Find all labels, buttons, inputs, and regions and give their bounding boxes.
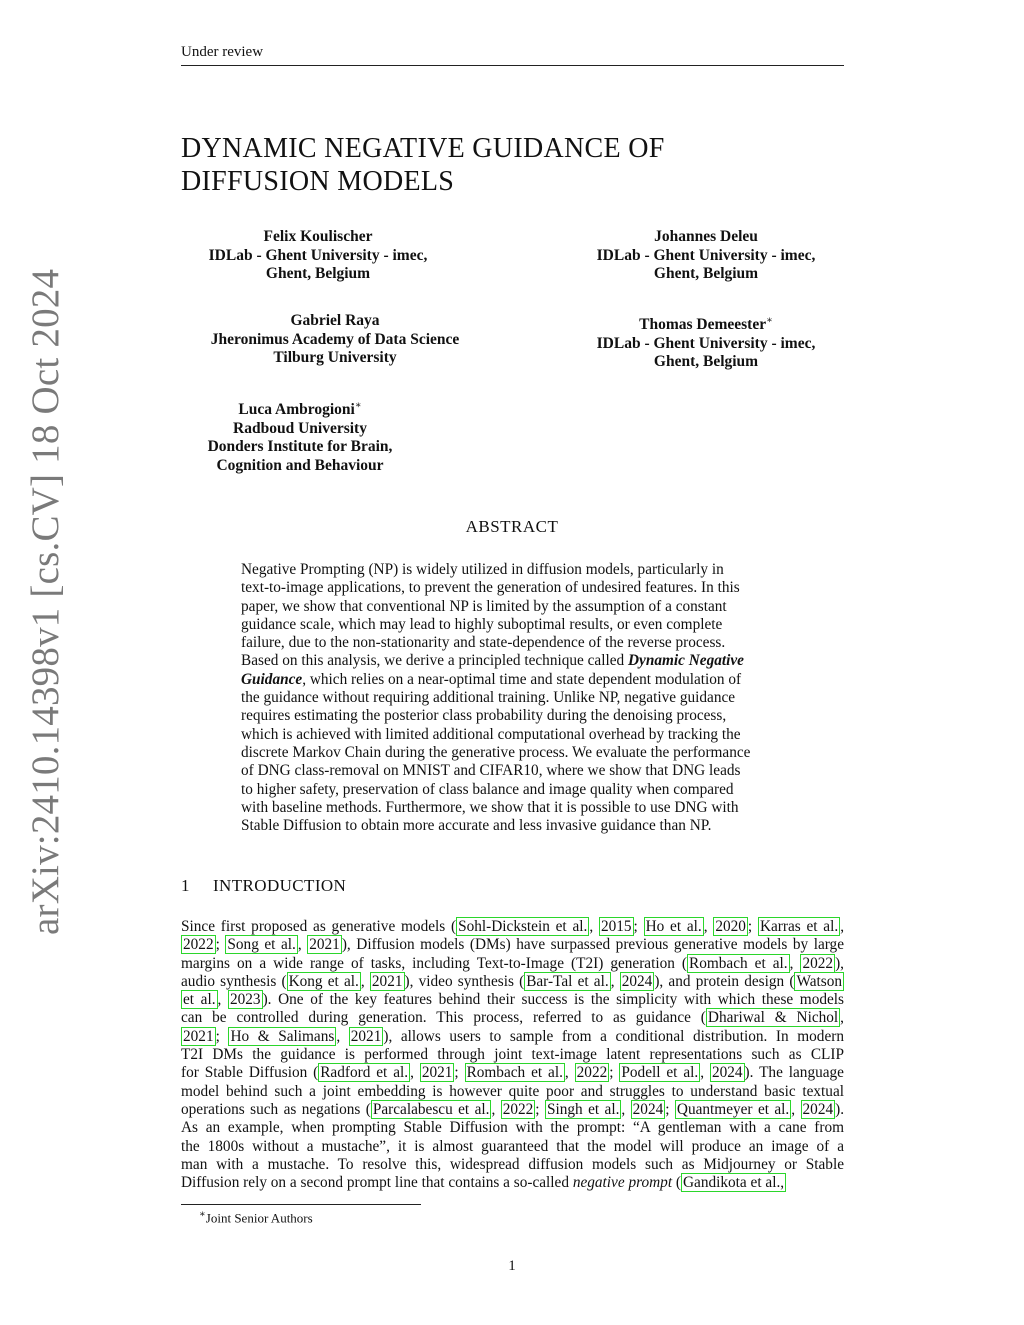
abstract-line: paper, we show that conventional NP is limited by the assumption of a constant	[241, 597, 727, 615]
citation-link[interactable]: Gandikota et al.,	[683, 1174, 785, 1192]
body-line: the 1800s without a mustache”, it is almost guaranteed that the model will produce an image of a	[181, 1137, 844, 1155]
citation-link[interactable]: Singh et al.	[546, 1100, 620, 1118]
abstract-line: which is achieved with limited additional computational overhead by tracking the	[241, 725, 741, 743]
citation-link[interactable]: Parcalabescu et al.	[372, 1100, 490, 1118]
author-block-2	[578, 228, 834, 284]
author-name: Felix Koulischer	[263, 228, 373, 245]
footnote	[199, 1209, 313, 1226]
body-line: T2I DMs the guidance is performed through joint text-image latent representations such as CLIP	[181, 1046, 844, 1064]
author-affiliation: Ghent, Belgium	[653, 265, 759, 282]
body-text: ;	[665, 1100, 675, 1118]
citation-link[interactable]: Podell et al.	[621, 1064, 699, 1082]
abstract-text: Based on this analysis, we derive a principled technique called	[241, 652, 625, 670]
body-text: ;	[454, 1064, 465, 1082]
footnote-rule	[181, 1204, 421, 1205]
body-line: As an example, when prompting Stable Diffusion with the prompt: “A gentleman with a cane from	[181, 1119, 844, 1137]
body-line	[181, 918, 844, 936]
body-text: ;	[535, 1100, 545, 1118]
body-text: (	[672, 1174, 681, 1192]
body-line	[181, 1174, 844, 1192]
citation-link[interactable]: Kong et al.	[288, 972, 359, 990]
body-text: audio synthesis (	[181, 972, 287, 990]
body-text: ,	[789, 954, 801, 972]
body-text: Diffusion rely on a second prompt line that contains a so-called	[181, 1174, 573, 1192]
abstract-line: the guidance without requiring additional training. Unlike NP, negative guidance	[241, 689, 736, 707]
body-text: Since first proposed as generative models (	[181, 918, 457, 935]
citation-link[interactable]: Ho et al.	[645, 918, 702, 935]
author-block-4	[578, 312, 834, 372]
body-text: ), video synthesis (	[404, 972, 525, 990]
author-affiliation: Donders Institute for Brain,	[207, 438, 393, 456]
body-text: ,	[791, 1100, 801, 1118]
abstract-line: Negative Prompting (NP) is widely utilized in diffusion models, particularly in	[241, 561, 724, 578]
author-name: Luca Ambrogioni	[238, 401, 355, 419]
citation-link[interactable]: 2021	[371, 972, 403, 990]
emphasis-text: negative prompt	[572, 1174, 673, 1192]
citation-link[interactable]: 2022	[183, 936, 214, 954]
paper-title	[181, 132, 665, 198]
citation-link[interactable]: 2022	[502, 1100, 534, 1118]
intro-paragraph	[181, 918, 844, 1192]
footnote-mark: ∗	[199, 1209, 206, 1220]
body-line	[181, 1028, 844, 1046]
running-header: Under review	[181, 44, 264, 60]
author-affiliation: Tilburg University	[273, 349, 397, 366]
citation-link[interactable]: 2024	[802, 1100, 834, 1118]
citation-link[interactable]: Quantmeyer et al.	[676, 1100, 790, 1118]
abstract-line: guidance scale, which may lead to highly suboptimal results, or even complete	[241, 615, 723, 633]
citation-link[interactable]: Watson	[796, 972, 842, 990]
citation-link[interactable]: 2024	[621, 972, 653, 990]
author-affiliation: IDLab - Ghent University - imec,	[596, 334, 816, 352]
author-name: Thomas Demeester	[639, 316, 767, 334]
body-text: ).	[835, 1100, 845, 1118]
body-line: model behind such a joint embedding is however quite poor and struggles to understand basic textual	[181, 1082, 844, 1100]
body-text: ,	[610, 972, 620, 990]
abstract-line: Stable Diffusion to obtain more accurate and less invasive guidance than NP.	[241, 817, 712, 835]
abstract-body	[241, 561, 785, 835]
author-block-1	[190, 228, 446, 284]
page-number: 1	[508, 1258, 516, 1274]
body-text: ;	[609, 1064, 620, 1082]
author-affiliation: Radboud University	[233, 419, 367, 437]
title-line-1: DYNAMIC NEGATIVE GUIDANCE OF	[181, 133, 665, 164]
abstract-line: discrete Markov Chain during the generative process. We evaluate the performance	[241, 743, 751, 761]
body-text: ,	[297, 936, 308, 954]
author-name: Johannes Deleu	[654, 228, 758, 245]
section-title: INTRODUCTION	[213, 876, 347, 895]
citation-link[interactable]: 2023	[229, 991, 261, 1009]
body-text: ,	[840, 1009, 844, 1027]
body-text: margins on a wide range of tasks, including Text-to-Image (T2I) generation (	[181, 954, 688, 972]
abstract-line: of DNG class-removal on MNIST and CIFAR10, where we show that DNG leads	[241, 762, 741, 780]
header-rule	[181, 65, 844, 66]
body-text: operations such as negations (	[181, 1100, 371, 1118]
abstract-line	[241, 671, 785, 689]
citation-link[interactable]: 2022	[802, 954, 834, 972]
body-text: ,	[360, 972, 370, 990]
abstract-line	[241, 652, 785, 670]
author-affiliation: IDLab - Ghent University - imec,	[208, 246, 428, 264]
citation-link[interactable]: 2021	[183, 1027, 214, 1045]
body-text: ), Diffusion models (DMs) have surpassed previous generative models by large	[341, 936, 844, 954]
footnote-text: Joint Senior Authors	[205, 1210, 313, 1226]
body-text: ,	[700, 1064, 710, 1082]
author-name-line	[578, 312, 834, 335]
body-text: ,	[491, 1100, 501, 1118]
abstract-line: to higher safety, preservation of class balance and image quality when compared	[241, 780, 734, 798]
body-text: ),	[835, 954, 844, 972]
citation-link[interactable]: et al.	[183, 991, 216, 1009]
author-affiliation: Jheronimus Academy of Data Science	[210, 330, 460, 348]
body-text: ;	[633, 918, 644, 935]
body-text: ). One of the key features behind their success is the simplicity with which these models	[262, 991, 844, 1009]
author-block-5	[190, 397, 410, 475]
citation-link[interactable]: Song et al.	[227, 936, 296, 954]
body-line: man with a mustache. To resolve this, widespread diffusion models such as Midjourney or Stable	[181, 1155, 844, 1173]
citation-link[interactable]: Bar-Tal et al.	[526, 972, 609, 990]
citation-link[interactable]: 2021	[350, 1027, 382, 1045]
body-line	[181, 973, 844, 991]
abstract-line: with baseline methods. Furthermore, we show that it is possible to use DNG with	[241, 798, 739, 816]
body-text: ,	[589, 918, 599, 935]
body-text: ,	[217, 991, 228, 1009]
citation-link[interactable]: 2024	[711, 1064, 743, 1082]
citation-link[interactable]: Radford et al.	[320, 1064, 409, 1082]
title-line-2: DIFFUSION MODELS	[181, 166, 455, 197]
author-affiliation: IDLab - Ghent University - imec,	[596, 246, 816, 264]
author-name-line	[190, 397, 410, 420]
author-affiliation: Cognition and Behaviour	[216, 456, 384, 474]
author-name: Gabriel Raya	[290, 312, 380, 329]
citation-link[interactable]: 2022	[576, 1064, 608, 1082]
citation-link[interactable]: Karras et al.	[759, 918, 839, 935]
abstract-line: requires estimating the posterior class probability during the denoising process,	[241, 707, 727, 725]
body-line	[181, 1101, 844, 1119]
body-line	[181, 991, 844, 1009]
abstract-text: , which relies on a near-optimal time and state dependent modulation of	[302, 670, 742, 688]
body-text: ,	[703, 918, 714, 935]
citation-link[interactable]: 2021	[309, 936, 340, 954]
citation-link[interactable]: Sohl-Dickstein et al.	[458, 918, 588, 935]
citation-link[interactable]: 2024	[632, 1100, 664, 1118]
body-text: ;	[215, 1027, 229, 1045]
body-line	[181, 955, 844, 973]
body-text: can be controlled during generation. This process, referred to as guidance (	[181, 1009, 706, 1027]
author-block-3	[190, 312, 480, 368]
body-line	[181, 1009, 844, 1027]
body-text: ,	[336, 1027, 349, 1045]
section-heading	[181, 876, 346, 896]
body-text: ,	[564, 1064, 575, 1082]
author-affiliation: Ghent, Belgium	[653, 353, 759, 371]
body-text: for Stable Diffusion (	[181, 1064, 319, 1082]
arxiv-stamp: arXiv:2410.14398v1 [cs.CV] 18 Oct 2024	[24, 268, 67, 935]
body-line	[181, 936, 844, 954]
citation-link[interactable]: Rombach et al.	[466, 1064, 563, 1082]
body-text: ,	[840, 918, 845, 935]
citation-link[interactable]: 2020	[715, 918, 746, 935]
author-mark: ∗	[354, 400, 362, 411]
body-text: ), and protein design (	[654, 972, 795, 990]
method-name-emphasis: Dynamic Negative	[627, 652, 744, 670]
body-text: ;	[215, 936, 226, 954]
abstract-line: text-to-image applications, to prevent the generation of undesired features. In this	[241, 579, 740, 597]
body-text: ), allows users to sample from a conditional distribution. In modern	[383, 1027, 844, 1045]
citation-link[interactable]: Dhariwal & Nichol	[707, 1009, 839, 1027]
body-text: ). The language	[744, 1064, 844, 1082]
body-text: ,	[410, 1064, 420, 1082]
citation-link[interactable]: Rombach et al.	[689, 954, 788, 972]
body-line	[181, 1064, 844, 1082]
abstract-line: failure, due to the non-stationarity and state-dependence of the reverse process.	[241, 634, 726, 652]
author-affiliation: Ghent, Belgium	[265, 265, 371, 282]
body-text: ,	[621, 1100, 631, 1118]
abstract-heading: ABSTRACT	[465, 517, 559, 536]
body-text: ;	[747, 918, 758, 935]
citation-link[interactable]: 2021	[421, 1064, 453, 1082]
author-mark: ∗	[766, 315, 773, 326]
citation-link[interactable]: Ho & Salimans	[230, 1027, 335, 1045]
citation-link[interactable]: 2015	[600, 918, 632, 935]
method-name-emphasis: Guidance	[241, 670, 303, 688]
section-number: 1	[181, 876, 190, 895]
